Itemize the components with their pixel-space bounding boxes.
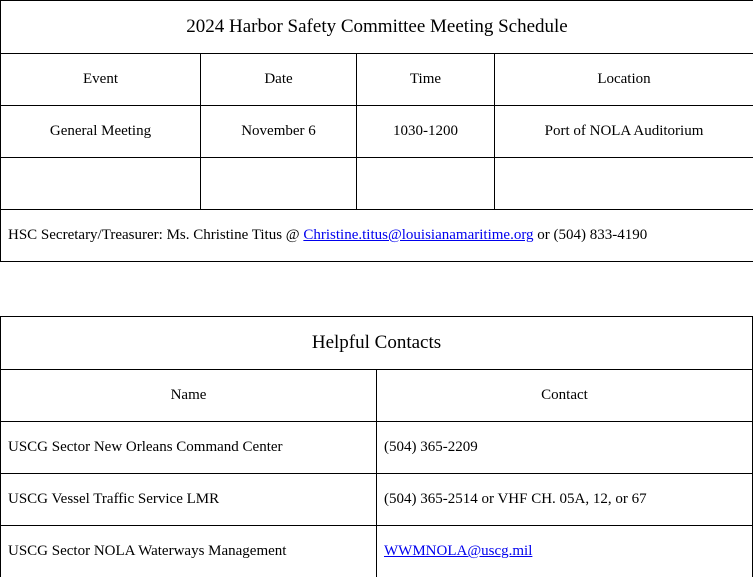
schedule-header-row <box>1 54 753 106</box>
schedule-date-cell: November 6 <box>201 106 357 158</box>
schedule-event-cell: General Meeting <box>1 106 201 158</box>
secretary-contact-prefix: HSC Secretary/Treasurer: Ms. Christine Titus @ <box>8 227 304 243</box>
schedule-row <box>1 106 753 158</box>
schedule-location-cell: Port of NOLA Auditorium <box>495 106 753 158</box>
schedule-date-cell <box>201 158 357 210</box>
header-date: Date <box>201 54 357 106</box>
secretary-email-link[interactable]: Christine.titus@louisianamaritime.org <box>303 227 534 243</box>
contact-value-cell: (504) 365-2514 or VHF CH. 05A, 12, or 67 <box>377 474 753 526</box>
header-location: Location <box>495 54 753 106</box>
schedule-time-cell <box>357 158 495 210</box>
schedule-title: 2024 Harbor Safety Committee Meeting Schedule <box>1 1 753 54</box>
contact-name-cell: USCG Sector NOLA Waterways Management <box>1 526 377 577</box>
header-event: Event <box>1 54 201 106</box>
helpful-contacts-table <box>0 316 753 577</box>
contact-row <box>1 526 753 577</box>
schedule-footer-row <box>1 210 753 262</box>
schedule-time-cell: 1030-1200 <box>357 106 495 158</box>
header-time: Time <box>357 54 495 106</box>
schedule-location-cell <box>495 158 753 210</box>
schedule-row-empty <box>1 158 753 210</box>
schedule-title-row <box>1 1 753 54</box>
meeting-schedule-table <box>0 0 753 262</box>
schedule-event-cell <box>1 158 201 210</box>
secretary-contact-suffix: or (504) 833-4190 <box>533 227 648 243</box>
contacts-title-row <box>1 317 753 370</box>
contact-name-cell: USCG Vessel Traffic Service LMR <box>1 474 377 526</box>
contacts-title: Helpful Contacts <box>1 317 753 370</box>
contact-row <box>1 422 753 474</box>
waterways-email-link[interactable]: WWMNOLA@uscg.mil <box>384 543 533 559</box>
secretary-contact-cell <box>1 210 753 262</box>
contact-name-cell: USCG Sector New Orleans Command Center <box>1 422 377 474</box>
contacts-header-row <box>1 370 753 422</box>
header-contact: Contact <box>377 370 753 422</box>
contact-row <box>1 474 753 526</box>
header-name: Name <box>1 370 377 422</box>
contact-value-cell: (504) 365-2209 <box>377 422 753 474</box>
contact-value-cell <box>377 526 753 577</box>
